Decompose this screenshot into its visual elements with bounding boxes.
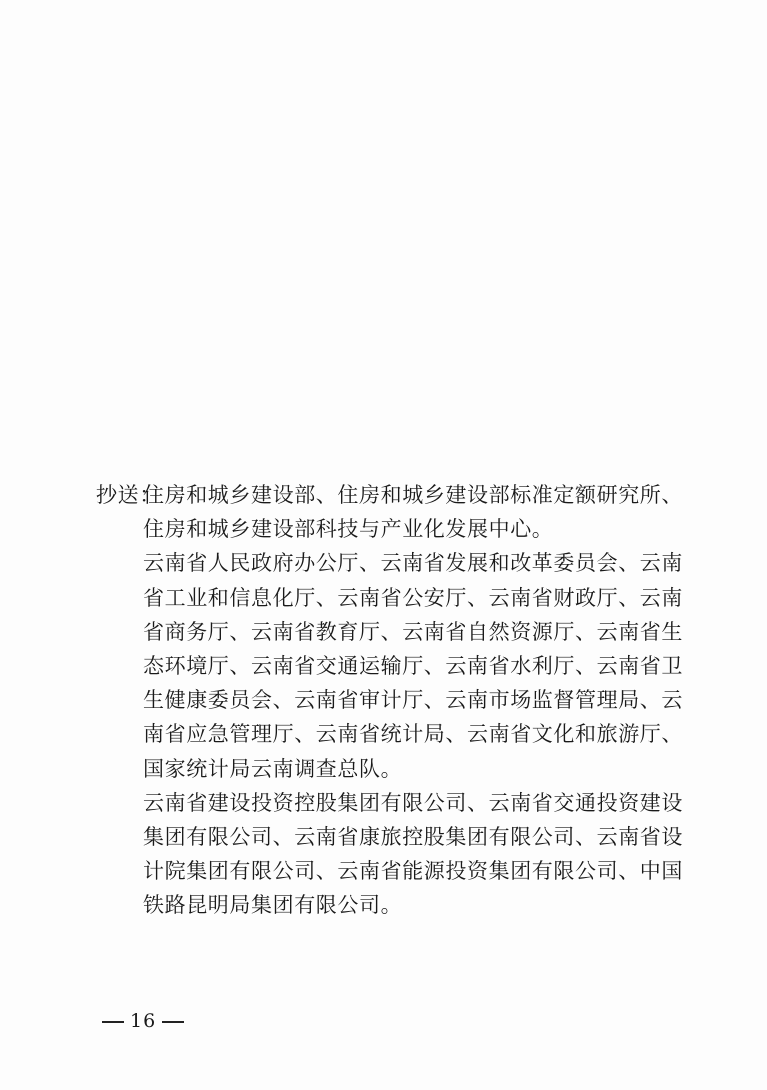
- cc-line: 云南省建设投资控股集团有限公司、云南省交通投资建设: [143, 790, 683, 815]
- cc-line: 计院集团有限公司、云南省能源投资集团有限公司、中国: [143, 859, 683, 884]
- cc-line: 集团有限公司、云南省康旅控股集团有限公司、云南省设: [143, 824, 683, 849]
- page-number: [96, 1010, 190, 1032]
- cc-line: 铁路昆明局集团有限公司。: [143, 893, 403, 918]
- cc-line: 住房和城乡建设部、住房和城乡建设部标准定额研究所、: [143, 483, 683, 507]
- page-number-value: 16: [130, 1010, 157, 1032]
- cc-group-provincial-departments: [143, 546, 686, 785]
- cc-line: 省工业和信息化厅、云南省公安厅、云南省财政厅、云南: [143, 585, 683, 610]
- cc-line: 省商务厅、云南省教育厅、云南省自然资源厅、云南省生: [143, 619, 683, 644]
- page-number-dash-left: [102, 1021, 124, 1023]
- cc-label: 抄送：: [96, 483, 161, 507]
- cc-line: 国家统计局云南调查总队。: [143, 756, 403, 781]
- page-number-dash-right: [162, 1021, 184, 1023]
- cc-group-enterprises: [143, 786, 686, 923]
- cc-group-ministry: [143, 478, 686, 546]
- cc-line: 住房和城乡建设部科技与产业化发展中心。: [143, 517, 554, 542]
- cc-line: 云南省人民政府办公厅、云南省发展和改革委员会、云南: [143, 551, 683, 576]
- cc-distribution-block: [96, 478, 686, 922]
- cc-line: 生健康委员会、云南省审计厅、云南市场监督管理局、云: [143, 688, 683, 713]
- cc-line: 南省应急管理厅、云南省统计局、云南省文化和旅游厅、: [143, 722, 683, 747]
- cc-line: 态环境厅、云南省交通运输厅、云南省水利厅、云南省卫: [143, 653, 683, 678]
